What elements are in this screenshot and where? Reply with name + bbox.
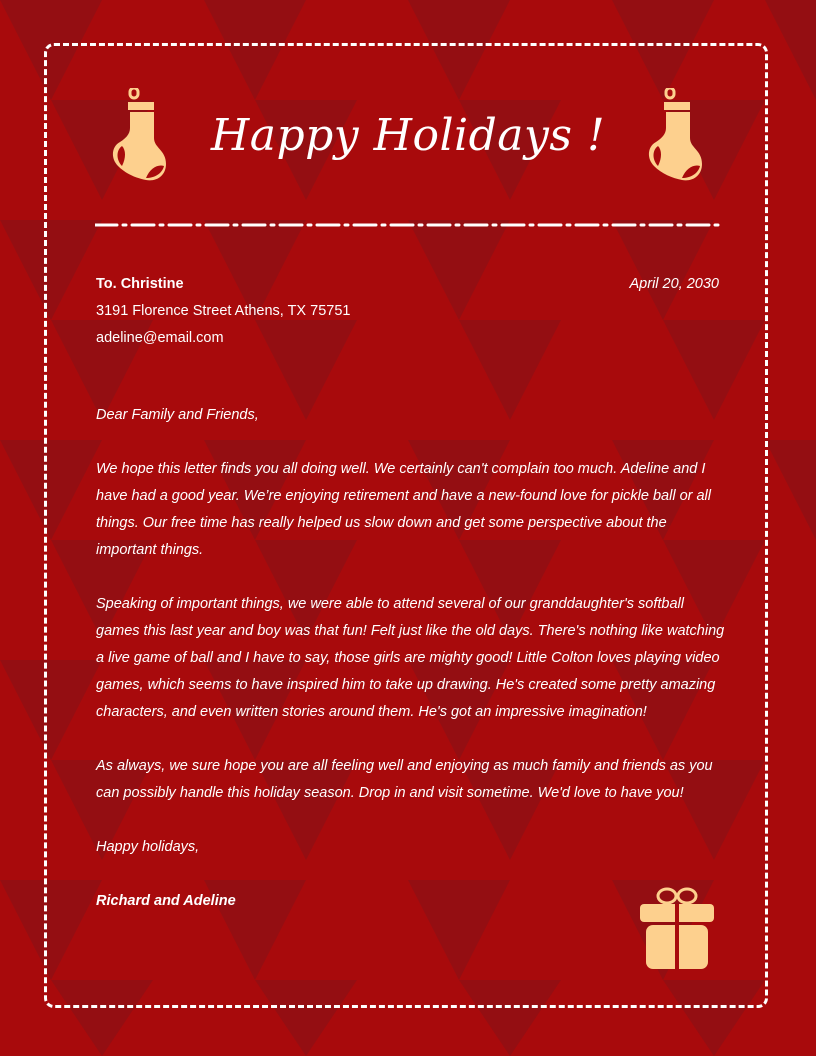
paragraph: We hope this letter finds you all doing well. We certainly can't complain too much. Adeline and I have had a good year. We’re enjoying retirement and have a new-found love for pickle ball or all things. Our free time has really helped us slow down and get some perspective about the important things. (96, 461, 712, 558)
recipient-name: To. Christine (96, 276, 184, 292)
signature: Richard and Adeline (96, 893, 236, 909)
letter-date: April 20, 2030 (629, 276, 719, 292)
dash-dot-divider (95, 220, 721, 230)
stocking-icon (108, 88, 168, 183)
paragraph: As always, we sure hope you are all feeling well and enjoying as much family and friends as you can possibly handle this holiday season. Drop in and visit sometime. We'd love to have you! (96, 758, 713, 801)
letter-body (96, 402, 726, 942)
salutation: Dear Family and Friends, (96, 407, 259, 423)
gift-icon (636, 886, 718, 970)
paragraph: Speaking of important things, we were able to attend several of our granddaughter's softball games this last year and boy was that fun! Felt just like the old days. There's nothing like watching a live game of ball and I have to say, those girls are mighty good! Little Colton loves playing video games, which seems to have inspired him to take up drawing. He's created some pretty amazing characters, and even written stories around them. He's got an impressive imagination! (96, 596, 725, 720)
closing: Happy holidays, (96, 839, 200, 855)
recipient-email: adeline@email.com (96, 330, 224, 346)
page-title: Happy Holidays ! (210, 110, 606, 161)
recipient-address: 3191 Florence Street Athens, TX 75751 (96, 303, 351, 319)
stocking-icon (644, 88, 704, 183)
